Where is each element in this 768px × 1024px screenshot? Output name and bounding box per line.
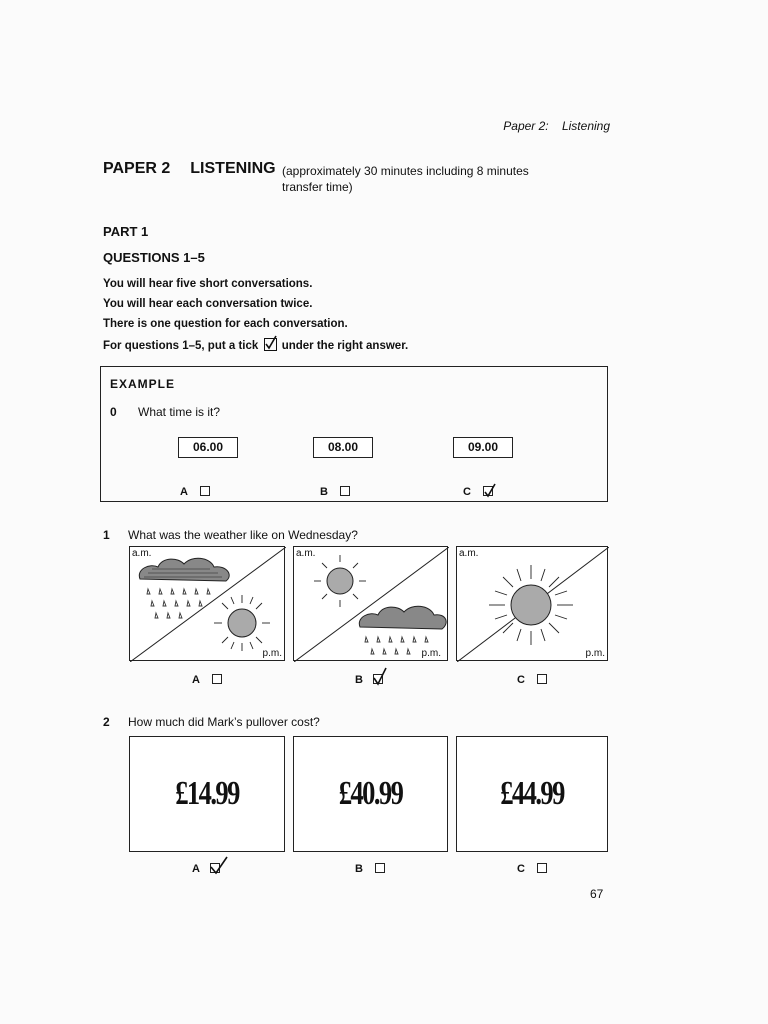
answer-checkbox[interactable] (537, 674, 547, 684)
option-letter: C (517, 863, 525, 875)
question-text: How much did Mark’s pullover cost? (128, 715, 320, 729)
answer-checkbox-ticked[interactable] (210, 863, 220, 873)
q1-option-b[interactable] (355, 670, 383, 688)
option-letter: B (355, 863, 363, 875)
weather-c-illustration (457, 547, 609, 662)
price-tag-c (456, 736, 608, 852)
q2-option-c[interactable] (517, 859, 547, 877)
instruction-line: There is one question for each conversation. (103, 318, 348, 330)
weather-picture-a (129, 546, 285, 661)
q2-option-b[interactable] (355, 859, 385, 877)
part-heading: PART 1 (103, 224, 149, 239)
answer-checkbox[interactable] (200, 486, 210, 496)
instruction-text: under the right answer. (281, 340, 409, 352)
option-letter: B (320, 486, 328, 498)
tick-icon (372, 667, 388, 687)
answer-checkbox-ticked[interactable] (483, 486, 493, 496)
pm-label: p.m. (262, 648, 282, 659)
paper-title (103, 160, 276, 178)
instruction-line-tick (103, 338, 408, 352)
page-number: 67 (590, 887, 604, 901)
answer-checkbox[interactable] (212, 674, 222, 684)
paper-subject: LISTENING (190, 160, 276, 177)
am-label: a.m. (132, 548, 152, 559)
am-label: a.m. (296, 548, 316, 559)
question-number: 1 (103, 528, 110, 542)
question-number: 2 (103, 715, 110, 729)
pm-label: p.m. (585, 648, 605, 659)
example-question: What time is it? (138, 405, 221, 419)
answer-checkbox[interactable] (375, 863, 385, 873)
option-letter: A (192, 674, 200, 686)
instruction-line: You will hear each conversation twice. (103, 298, 313, 310)
option-letter: C (463, 486, 471, 498)
option-letter: A (192, 863, 200, 875)
instruction-text: For questions 1–5, put a tick (103, 340, 259, 352)
instruction-line: You will hear five short conversations. (103, 278, 313, 290)
example-option-b[interactable] (320, 482, 350, 500)
answer-checkbox[interactable] (537, 863, 547, 873)
example-box (100, 366, 608, 502)
price-value: £44.99 (500, 775, 564, 812)
price-tag-b (293, 736, 448, 852)
tick-icon (483, 483, 497, 498)
time-option-b: 08.00 (313, 437, 373, 458)
weather-picture-c (456, 546, 608, 661)
example-option-c[interactable] (463, 482, 493, 500)
q2-option-a[interactable] (192, 859, 220, 877)
pm-label: p.m. (421, 648, 441, 659)
tick-icon (264, 338, 277, 351)
time-option-a: 06.00 (178, 437, 238, 458)
q1-option-a[interactable] (192, 670, 222, 688)
example-option-a[interactable] (180, 482, 210, 500)
price-value: £40.99 (338, 775, 403, 812)
weather-picture-b (293, 546, 448, 661)
price-tag-a (129, 736, 285, 852)
option-letter: A (180, 486, 188, 498)
running-head: Paper 2: Listening (503, 119, 610, 133)
answer-checkbox[interactable] (340, 486, 350, 496)
answer-checkbox-ticked[interactable] (373, 674, 383, 684)
option-letter: B (355, 674, 363, 686)
tick-icon (209, 856, 229, 876)
q1-option-c[interactable] (517, 670, 547, 688)
paper-duration-note: (approximately 30 minutes including 8 minutes transfer time) (282, 164, 529, 194)
questions-heading: QUESTIONS 1–5 (103, 250, 205, 265)
paper-number: PAPER 2 (103, 160, 171, 177)
weather-a-illustration (130, 547, 286, 662)
weather-b-illustration (294, 547, 449, 662)
example-number: 0 (110, 405, 117, 419)
am-label: a.m. (459, 548, 479, 559)
time-option-c: 09.00 (453, 437, 513, 458)
price-value: £14.99 (175, 775, 239, 812)
option-letter: C (517, 674, 525, 686)
question-text: What was the weather like on Wednesday? (128, 528, 358, 542)
example-label: EXAMPLE (110, 377, 176, 391)
